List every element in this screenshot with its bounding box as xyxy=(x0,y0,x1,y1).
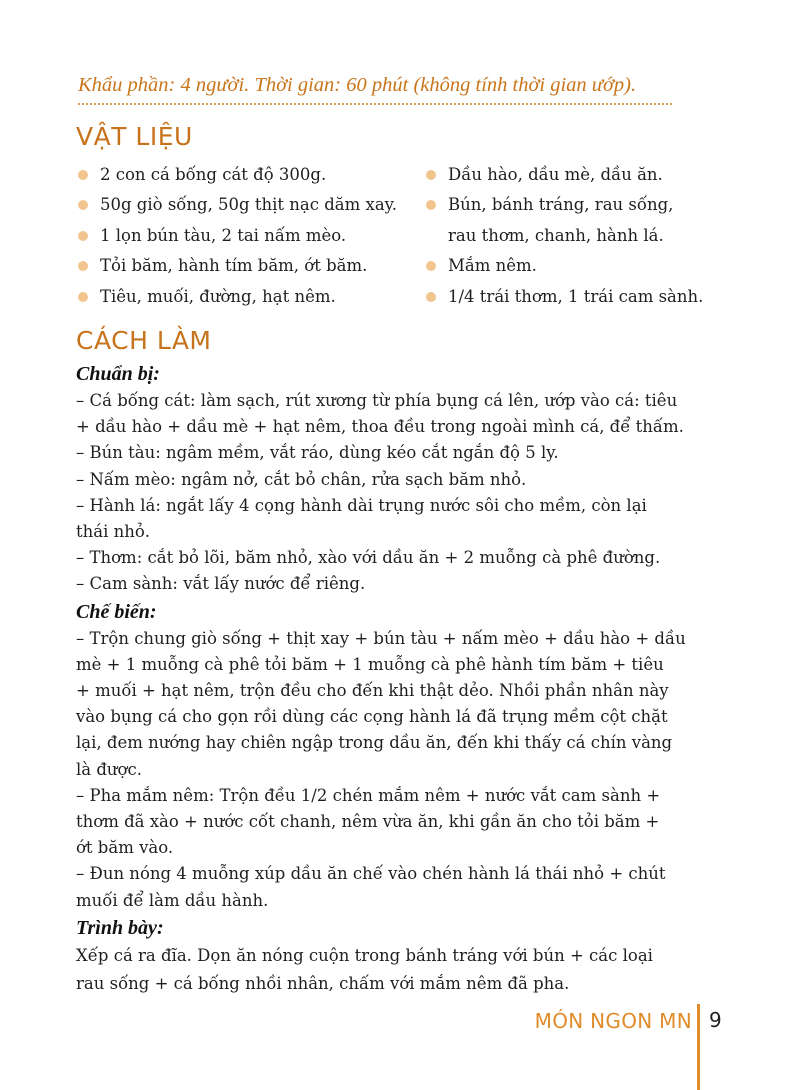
text-line: + dầu hào + dầu mè + hạt nêm, thoa đều trong ngoài mình cá, để thấm. xyxy=(76,417,684,437)
ingredients-right-column xyxy=(426,160,746,312)
text-line: – Trộn chung giò sống + thịt xay + bún tàu + nấm mèo + dầu hào + dầu xyxy=(76,628,686,648)
text-line: thơm đã xào + nước cốt chanh, nêm vừa ăn, khi gần ăn cho tỏi băm + xyxy=(76,812,660,832)
ingredient-item: 2 con cá bống cát độ 300g. xyxy=(78,160,423,190)
book-title: MÓN NGON MN xyxy=(534,1009,692,1033)
ingredient-item: Bún, bánh tráng, rau sống, xyxy=(426,190,746,220)
ingredient-item-continuation: rau thơm, chanh, hành lá. xyxy=(448,225,664,245)
bullet-icon xyxy=(78,170,88,180)
text-line: – Hành lá: ngắt lấy 4 cọng hành dài trụng nước sôi cho mềm, còn lại xyxy=(76,495,647,515)
presentation-subheading: Trình bày: xyxy=(76,916,164,939)
bullet-icon xyxy=(78,261,88,271)
text-line: – Cá bống cát: làm sạch, rút xương từ phía bụng cá lên, ướp vào cá: tiêu xyxy=(76,391,678,410)
page-number: 9 xyxy=(709,1008,722,1032)
ingredient-item: 1/4 trái thơm, 1 trái cam sành. xyxy=(426,282,746,312)
ingredient-item: Tỏi băm, hành tím băm, ớt băm. xyxy=(78,251,423,281)
bullet-icon xyxy=(78,231,88,241)
ingredient-item: Tiêu, muối, đường, hạt nêm. xyxy=(78,282,423,312)
text-line: mè + 1 muỗng cà phê tỏi băm + 1 muỗng cà phê hành tím băm + tiêu xyxy=(76,654,664,674)
text-line: rau sống + cá bống nhồi nhân, chấm với mắm nêm đã pha. xyxy=(76,973,570,993)
ingredient-item: 50g giò sống, 50g thịt nạc dăm xay. xyxy=(78,190,423,220)
bullet-icon xyxy=(78,200,88,210)
ingredients-left-column xyxy=(78,160,423,312)
text-line: – Pha mắm nêm: Trộn đều 1/2 chén mắm nêm + nước vắt cam sành + xyxy=(76,785,661,805)
text-line: + muối + hạt nêm, trộn đều cho đến khi thật dẻo. Nhồi phần nhân này xyxy=(76,681,669,701)
process-subheading: Chế biến: xyxy=(76,600,157,623)
text-line: – Nấm mèo: ngâm nở, cắt bỏ chân, rửa sạch băm nhỏ. xyxy=(76,469,527,489)
prep-subheading: Chuẩn bị: xyxy=(76,363,160,385)
bullet-icon xyxy=(426,200,436,210)
bullet-icon xyxy=(426,292,436,302)
text-line: vào bụng cá cho gọn rồi dùng các cọng hành lá đã trụng mềm cột chặt xyxy=(76,707,668,727)
text-line: – Bún tàu: ngâm mềm, vắt ráo, dùng kéo cắt ngắn độ 5 ly. xyxy=(76,443,559,463)
method-body xyxy=(76,360,736,998)
text-line: là được. xyxy=(76,759,142,779)
ingredient-item: 1 lọn bún tàu, 2 tai nấm mèo. xyxy=(78,221,423,251)
serving-info: Khẩu phần: 4 người. Thời gian: 60 phút (không tính thời gian ướp). xyxy=(78,74,637,96)
ingredient-item: Mắm nêm. xyxy=(426,251,746,281)
bullet-icon xyxy=(426,170,436,180)
text-line: – Đun nóng 4 muỗng xúp dầu ăn chế vào chén hành lá thái nhỏ + chút xyxy=(76,864,666,884)
method-heading: CÁCH LÀM xyxy=(76,326,212,355)
bullet-icon xyxy=(78,292,88,302)
bullet-icon xyxy=(426,261,436,271)
ingredient-item: Dầu hào, dầu mè, dầu ăn. xyxy=(426,160,746,190)
text-line: muối để làm dầu hành. xyxy=(76,890,269,910)
materials-heading: VẬT LIỆU xyxy=(76,122,193,151)
footer-divider xyxy=(697,1004,700,1090)
text-line: thái nhỏ. xyxy=(76,522,151,542)
text-line: lại, đem nướng hay chiên ngập trong dầu ăn, đến khi thấy cá chín vàng xyxy=(76,733,673,753)
text-line: ớt băm vào. xyxy=(76,838,174,858)
dotted-divider xyxy=(78,103,672,105)
text-line: Xếp cá ra đĩa. Dọn ăn nóng cuộn trong bánh tráng với bún + các loại xyxy=(76,945,653,965)
text-line: – Thơm: cắt bỏ lõi, băm nhỏ, xào với dầu ăn + 2 muỗng cà phê đường. xyxy=(76,548,661,568)
text-line: – Cam sành: vắt lấy nước để riêng. xyxy=(76,574,366,594)
